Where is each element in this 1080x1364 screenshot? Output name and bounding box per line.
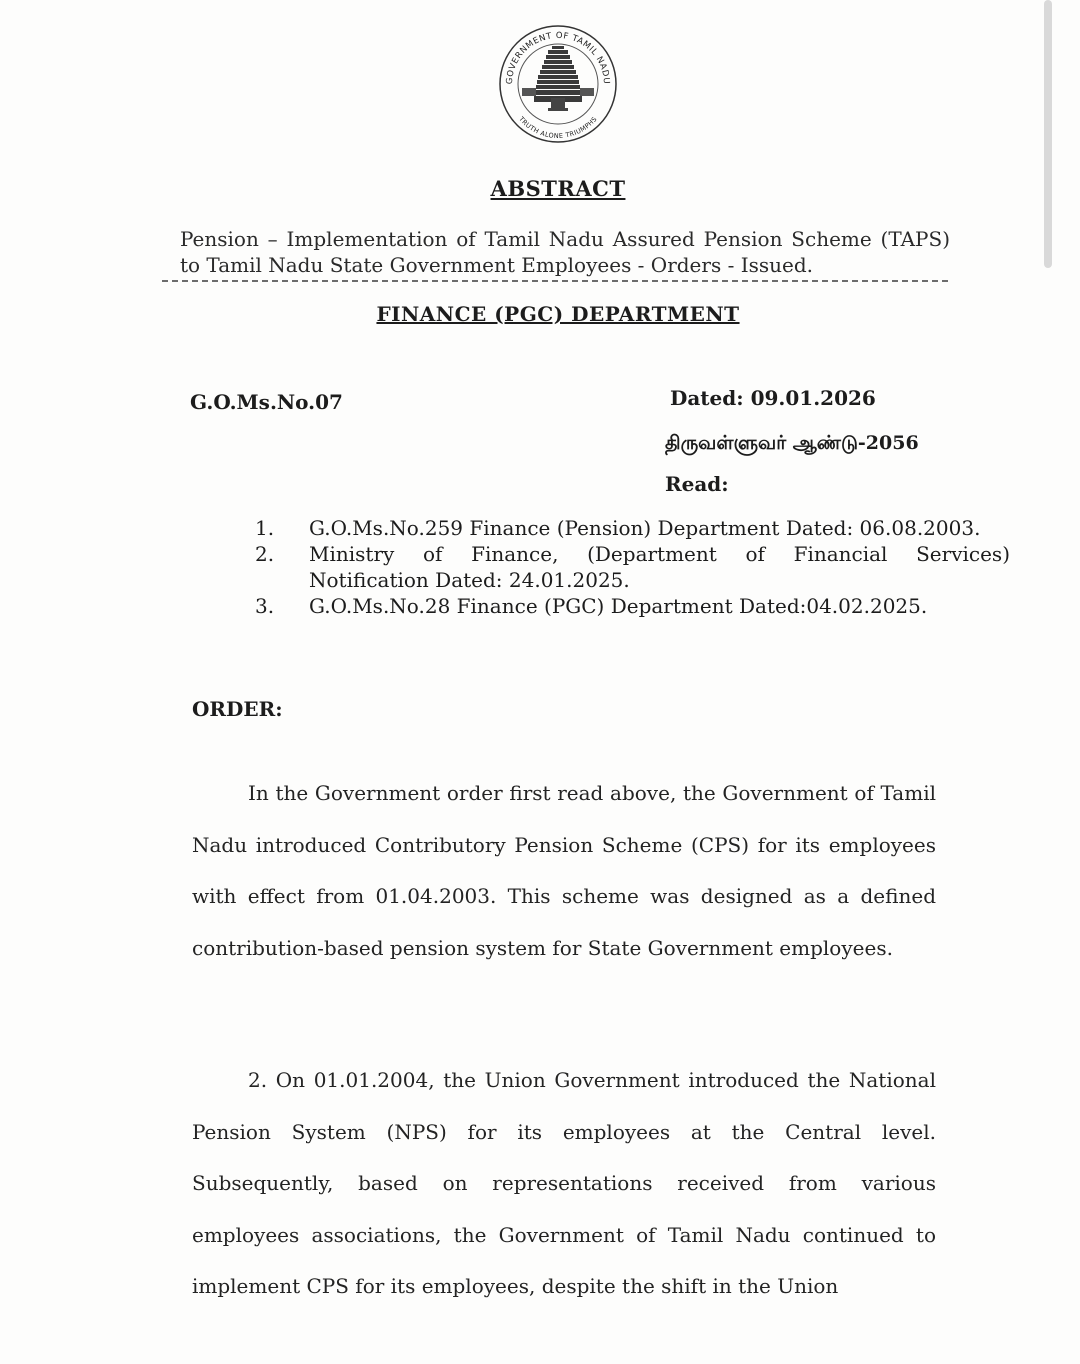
reference-item (255, 541, 1010, 593)
reference-text: G.O.Ms.No.28 Finance (PGC) Department Dated:04.02.2025. (309, 594, 928, 618)
reference-text: Ministry of Finance, (Department of Financial Services) (309, 542, 1010, 566)
department-title: FINANCE (PGC) DEPARTMENT (376, 302, 740, 326)
reference-number: 3. (255, 594, 275, 618)
references-list (255, 515, 1010, 619)
read-label: Read: (665, 472, 729, 496)
reference-text-block (309, 541, 1010, 593)
reference-text: G.O.Ms.No.259 Finance (Pension) Department Dated: 06.08.2003. (309, 516, 981, 540)
order-paragraph-1: In the Government order first read above, the Government of Tamil Nadu introduced Contributory Pension Scheme (CPS) for its employees with effect from 01.04.2003. This scheme was designed as a defined contribution-based pension system for State Government employees. (192, 781, 936, 960)
order-paragraph-2: 2. On 01.01.2004, the Union Government introduced the National Pension System (NPS) for its employees at the Central level. Subsequently, based on representations received from various employees associations, the Government of Tamil Nadu continued to implement CPS for its employees, despite the shift in the Union (192, 1068, 936, 1298)
reference-number: 1. (255, 516, 275, 540)
reference-number: 2. (255, 542, 275, 566)
dashed-divider (162, 280, 948, 282)
order-date: Dated: 09.01.2026 (670, 386, 876, 410)
tamil-nadu-emblem-seal-icon (488, 14, 628, 154)
reference-item (255, 515, 1010, 541)
scrollbar-thumb[interactable] (1044, 0, 1052, 268)
lion-capital-icon (548, 98, 568, 111)
temple-gopuram-icon (534, 46, 582, 102)
tamil-year: திருவள்ளுவர் ஆண்டு-2056 (665, 432, 919, 454)
seal-top-text: GOVERNMENT OF TAMIL NADU (504, 30, 612, 85)
reference-text-continued: Notification Dated: 24.01.2025. (309, 568, 630, 592)
reference-item (255, 593, 1010, 619)
order-label: ORDER: (192, 697, 283, 721)
go-number: G.O.Ms.No.07 (190, 390, 343, 414)
abstract-title: ABSTRACT (490, 176, 626, 201)
seal-bottom-text: TRUTH ALONE TRIUMPHS (517, 115, 599, 141)
subject-text: Pension – Implementation of Tamil Nadu Assured Pension Scheme (TAPS) to Tamil Nadu State Government Employees - Orders - Issued. (180, 227, 950, 277)
government-seal (488, 14, 628, 154)
